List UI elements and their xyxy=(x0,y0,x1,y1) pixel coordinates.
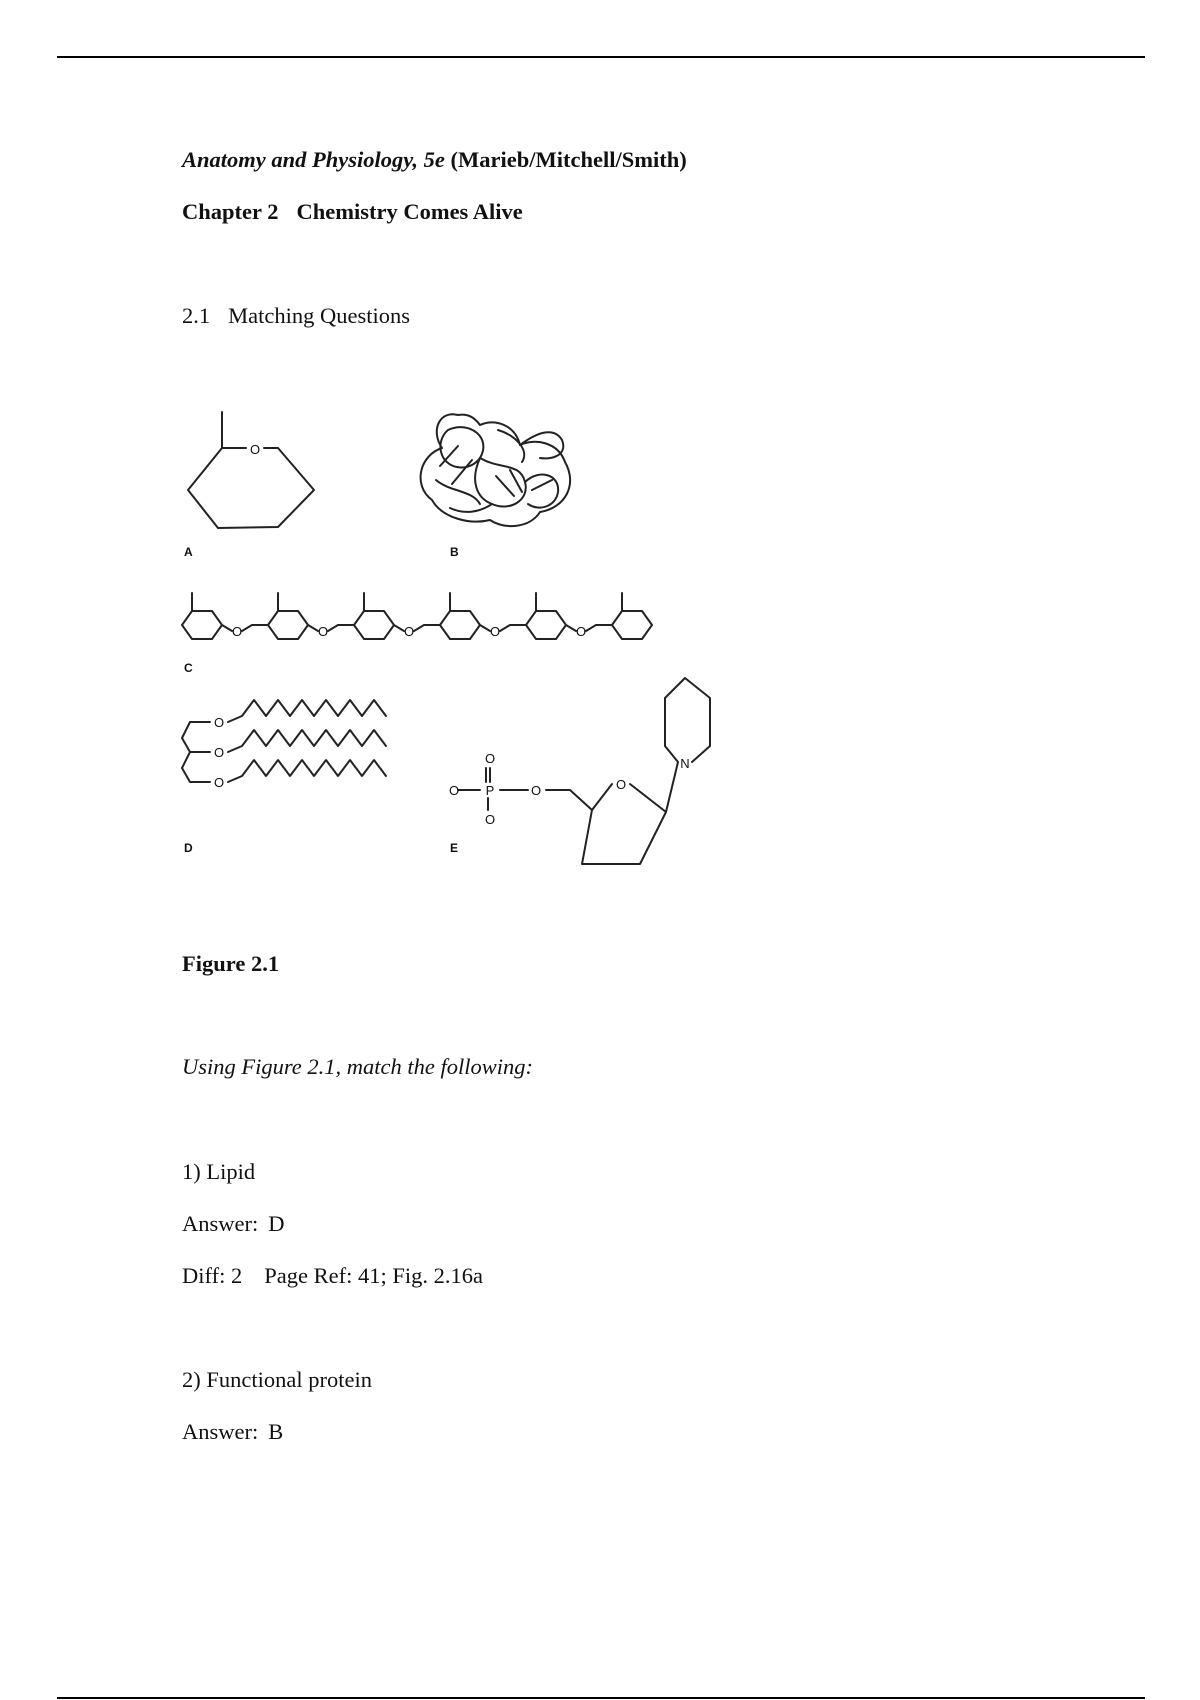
section-title: Matching Questions xyxy=(228,303,410,328)
panel-d-triglyceride xyxy=(182,700,386,855)
top-rule xyxy=(57,56,1145,58)
question-1-meta xyxy=(182,1262,483,1290)
panel-label-c: C xyxy=(184,661,193,675)
book-title-italic: Anatomy and Physiology, 5e xyxy=(182,147,445,172)
answer-value: B xyxy=(268,1419,284,1444)
panel-c-polysaccharide xyxy=(182,593,652,675)
answer-label: Answer: xyxy=(182,1419,259,1444)
difficulty: Diff: 2 xyxy=(182,1263,243,1288)
bottom-rule xyxy=(57,1697,1145,1699)
panel-c-oxygen-1: O xyxy=(231,624,243,639)
chapter-label: Chapter 2 xyxy=(182,199,279,224)
panel-c-oxygen-2: O xyxy=(317,624,329,639)
panel-a-oxygen: O xyxy=(249,442,261,457)
instruction-text: Using Figure 2.1, match the following: xyxy=(182,1054,534,1079)
panel-e-phosphorus: P xyxy=(485,783,495,798)
panel-label-e: E xyxy=(450,841,459,855)
chapter-heading xyxy=(182,198,523,226)
panel-e-oxygen-5: O xyxy=(615,777,627,792)
panel-b-globular-protein xyxy=(421,414,571,559)
panel-label-a: A xyxy=(184,545,193,559)
panel-e-oxygen-4: O xyxy=(530,783,542,798)
question-1-prompt: 1) Lipid xyxy=(182,1159,256,1184)
panel-d-oxygen-2: O xyxy=(213,745,225,760)
answer-label: Answer: xyxy=(182,1211,259,1236)
section-number: 2.1 xyxy=(182,303,211,328)
chapter-title: Chemistry Comes Alive xyxy=(296,199,523,224)
panel-c-oxygen-4: O xyxy=(489,624,501,639)
answer-value: D xyxy=(268,1211,285,1236)
book-title xyxy=(182,146,687,174)
section-heading xyxy=(182,302,410,330)
panel-d-oxygen-3: O xyxy=(213,775,225,790)
question-2-prompt: 2) Functional protein xyxy=(182,1367,372,1392)
panel-c-oxygen-5: O xyxy=(575,624,587,639)
page-ref: Page Ref: 41; Fig. 2.16a xyxy=(264,1263,483,1288)
panel-e-nitrogen: N xyxy=(680,756,690,771)
panel-e-oxygen-3: O xyxy=(484,812,496,827)
panel-e-oxygen-2: O xyxy=(484,751,496,766)
question-1-answer xyxy=(182,1210,284,1238)
panel-e-nucleotide xyxy=(449,678,710,864)
book-authors: (Marieb/Mitchell/Smith) xyxy=(450,147,687,172)
panel-label-b: B xyxy=(450,545,459,559)
figure-caption: Figure 2.1 xyxy=(182,951,280,976)
panel-c-oxygen-3: O xyxy=(403,624,415,639)
panel-a-monosaccharide xyxy=(184,412,314,559)
panel-e-oxygen-1: O xyxy=(448,783,460,798)
panel-d-oxygen-1: O xyxy=(213,715,225,730)
figure-2-1-image xyxy=(180,400,760,880)
question-2-answer xyxy=(182,1418,283,1446)
panel-label-d: D xyxy=(184,841,193,855)
